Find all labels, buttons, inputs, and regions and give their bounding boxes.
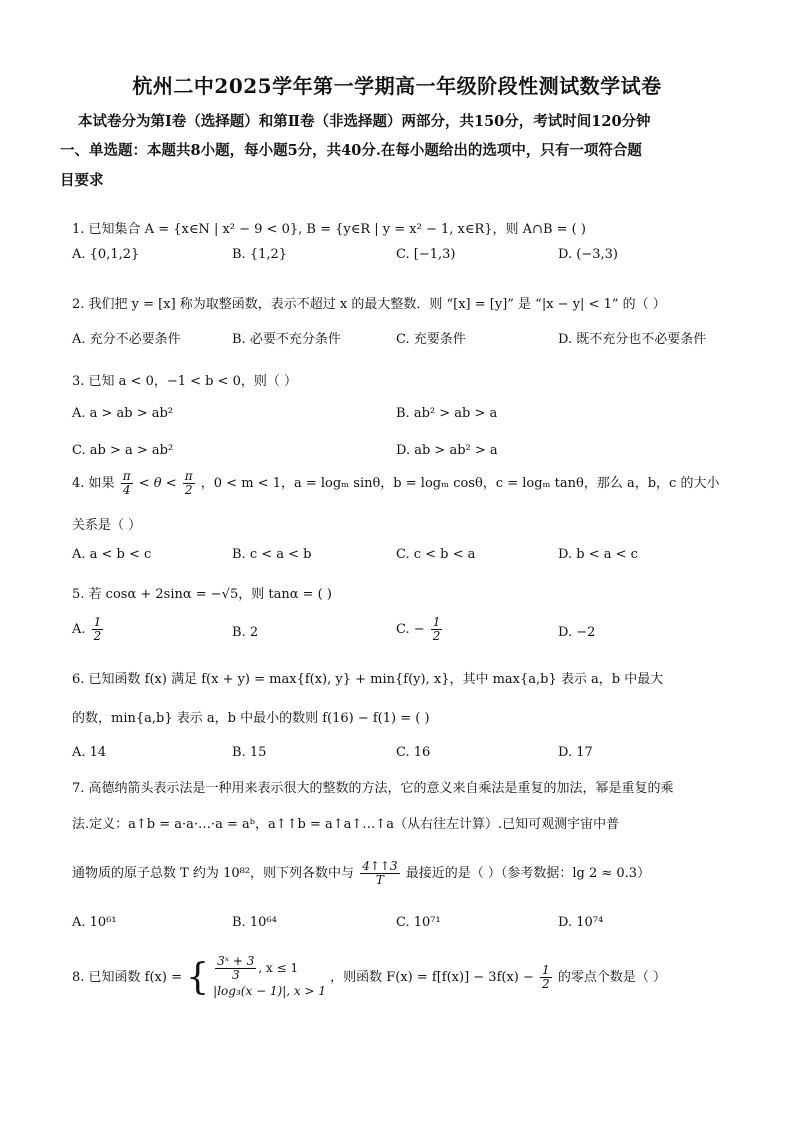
q2-option-d: D. 既不充分也不必要条件 [558,332,707,347]
q3-option-c: C. ab > a > ab² [72,443,174,458]
question-7-definition: 法.定义：a↑b = a·a·…·a = aᵇ，a↑↑b = a↑a↑…↑a（从右往左计算）.已知可观测宇宙中普 [72,817,620,832]
q7-option-d: D. 10⁷⁴ [558,915,604,930]
q2-option-a: A. 充分不必要条件 [72,332,181,347]
q5-option-b: B. 2 [232,625,259,640]
q1-option-a: A. {0,1,2} [72,247,140,262]
question-1: 1. 已知集合 A = {x∈N | x² − 9 < 0}, B = {y∈R | y = x² − 1, x∈R}，则 A∩B = ( ) [72,222,586,237]
q2-option-c: C. 充要条件 [396,332,466,347]
q6-option-a: A. 14 [72,745,107,760]
question-8: 8. 已知函数 f(x) = { $\frac{\text{3ˣ + 3}}{3}$ , x ≤ 1 |log₃(x − 1)|, x > 1 ，则函数 F(x) = f[f(x)] − 3f(x) − $\frac{1}{2}$ 的零点个数是（ ） [72,954,666,999]
q6-option-c: C. 16 [396,745,431,760]
section-heading-cont: 目要求 [60,172,104,189]
q5-option-a: A. $\frac{1}{2}$ [72,615,102,644]
fraction-half: $\frac{1}{2}$ [542,963,550,992]
question-4-cont: 关系是（ ） [72,518,142,533]
question-2: 2. 我们把 y = [x] 称为取整函数，表示不超过 x 的最大整数．则 “[x] = [y]” 是 “|x − y| < 1” 的（ ） [72,297,666,312]
question-7: 7. 高德纳箭头表示法是一种用来表示很大的整数的方法，它的意义来自乘法是重复的加法，幂是重复的乘 [72,781,674,796]
question-6: 6. 已知函数 f(x) 满足 f(x + y) = max{f(x), y} + min{f(y), x}，其中 max{a,b} 表示 a，b 中最大 [72,672,664,687]
q4-option-b: B. c < a < b [232,547,312,562]
q3-option-b: B. ab² > ab > a [396,406,498,421]
q1-option-b: B. {1,2} [232,247,288,262]
q4-body: ，0 < m < 1，a = logₘ sinθ，b = logₘ cosθ，c = logₘ tanθ，那么 a，b，c 的大小 [200,476,720,492]
exam-intro: 本试卷分为第Ⅰ卷（选择题）和第Ⅱ卷（非选择题）两部分，共150分，考试时间120分钟 [78,113,651,130]
fraction-4-up-up-3-over-T: $\frac{4↑↑3}{T}$ [362,859,398,888]
q5-option-d: D. −2 [558,625,596,640]
fraction-pi-over-2: $\frac{\pi}{2}$ [184,469,193,498]
section-heading: 一、单选题：本题共8小题，每小题5分，共40分.在每小题给出的选项中，只有一项符合题 [60,142,642,159]
question-4: 4. 如果 $\frac{\pi}{4}$ < θ < $\frac{\pi}{2}$ ，0 < m < 1，a = logₘ sinθ，b = logₘ cosθ，c = logₘ tanθ，那么 a，b，c 的大小 [72,469,720,498]
question-3: 3. 已知 a < 0，−1 < b < 0，则（ ） [72,374,298,389]
q4-lead: 4. 如果 [72,476,115,492]
piece-1-fraction: $\frac{\text{3ˣ + 3}}{3}$ [217,954,255,983]
page-title: 杭州二中2025学年第一学期高一年级阶段性测试数学试卷 [132,74,662,98]
q2-option-b: B. 必要不充分条件 [232,332,341,347]
q7-option-c: C. 10⁷¹ [396,915,441,930]
q1-option-d: D. (−3,3) [558,247,618,262]
question-7-cont: 通物质的原子总数 T 约为 10⁸²，则下列各数中与 $\frac{4↑↑3}{T}$ 最接近的是（ ）（参考数据：lg 2 ≈ 0.3） [72,859,651,888]
question-6-cont: 的数，min{a,b} 表示 a，b 中最小的数则 f(16) − f(1) = ( ) [72,711,430,726]
q1-option-c: C. [−1,3) [396,247,456,262]
q6-option-d: D. 17 [558,745,593,760]
q7-option-b: B. 10⁶⁴ [232,915,277,930]
fraction-half: $\frac{1}{2}$ [93,615,102,644]
piecewise-cases: $\frac{\text{3ˣ + 3}}{3}$ , x ≤ 1 |log₃(x − 1)|, x > 1 [213,954,326,999]
q3-option-a: A. a > ab > ab² [72,406,174,421]
q7-option-a: A. 10⁶¹ [72,915,117,930]
q4-option-c: C. c < b < a [396,547,476,562]
q5-option-c: C. − $\frac{1}{2}$ [396,615,441,644]
fraction-pi-over-4: $\frac{\pi}{4}$ [122,469,131,498]
q4-option-a: A. a < b < c [72,547,152,562]
q6-option-b: B. 15 [232,745,267,760]
q4-option-d: D. b < a < c [558,547,638,562]
q3-option-d: D. ab > ab² > a [396,443,498,458]
piecewise-brace: { [186,957,210,999]
fraction-half: $\frac{1}{2}$ [432,615,441,644]
question-5: 5. 若 cosα + 2sinα = −√5，则 tanα = ( ) [72,587,332,602]
